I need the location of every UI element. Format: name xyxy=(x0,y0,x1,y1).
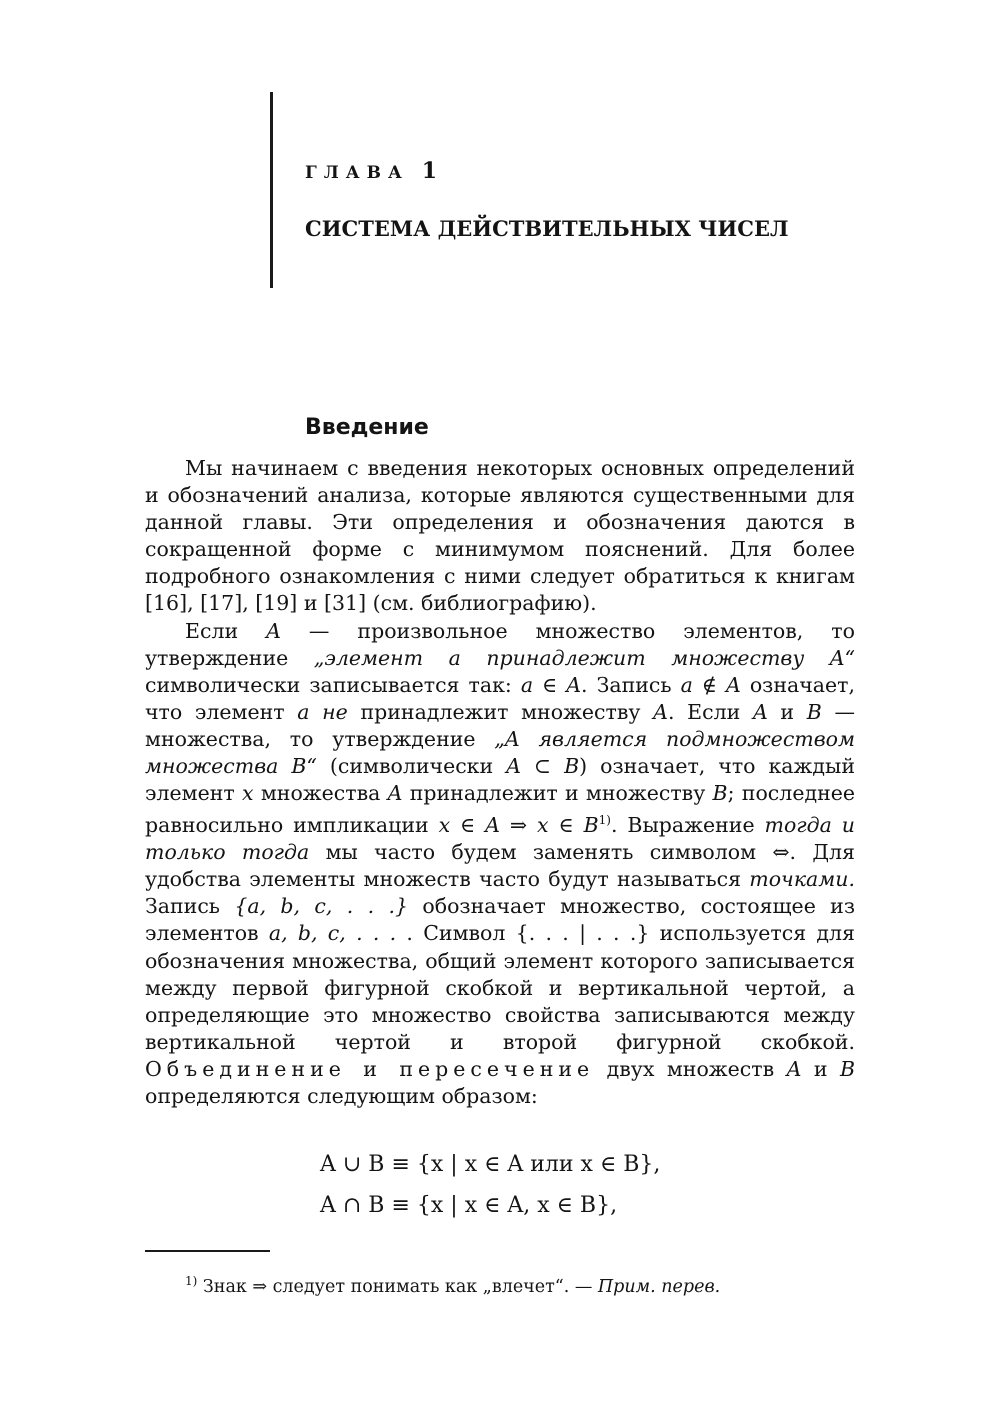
chapter-label-word: ГЛАВА xyxy=(305,163,409,183)
italic-phrase: тогда и только тогда xyxy=(145,813,855,865)
text-run: и xyxy=(767,699,807,724)
chapter-vertical-rule xyxy=(270,92,273,288)
text-run: Запись xyxy=(145,894,235,919)
math-symbol: A xyxy=(387,781,403,806)
italic-phrase: a не xyxy=(297,699,348,724)
math-symbol: A xyxy=(786,1056,802,1081)
chapter-label xyxy=(305,158,437,184)
text-run: — произвольное множество элементов, то утверждение xyxy=(145,618,855,670)
text-run: и xyxy=(801,1056,840,1081)
math-expression: a, b, c, . . . xyxy=(268,921,397,946)
math-symbol: x xyxy=(242,781,254,806)
text-run: принадлежит множеству xyxy=(347,699,654,724)
text-run: мы часто будем заменять символом ⇔. Для удобства элементы множеств часто будут называться xyxy=(145,840,855,892)
footnote-translator-note: Прим. перев. xyxy=(597,1276,721,1297)
italic-phrase: „элемент a принадлежит множеству A“ xyxy=(313,645,855,670)
chapter-number: 1 xyxy=(421,158,438,184)
footnote-mark: 1) xyxy=(185,1274,198,1288)
text-run: (символически xyxy=(316,754,507,779)
math-expression: A ⊂ B xyxy=(506,754,580,779)
text-run: ) означает, что каждый элемент xyxy=(145,754,855,806)
text-run: определяются следующим образом: xyxy=(145,1083,538,1108)
body-text xyxy=(145,455,855,1110)
footnote-rule xyxy=(145,1250,270,1252)
text-run: ; последнее равносильно импликации xyxy=(145,781,855,838)
math-expression: a ∉ A xyxy=(680,672,741,697)
section-title: Введение xyxy=(305,415,429,440)
footnote xyxy=(185,1274,720,1297)
math-expression: x ∈ A ⇒ x ∈ B xyxy=(438,813,599,838)
text-run: . Запись xyxy=(581,672,681,697)
math-expression: a ∈ A xyxy=(520,672,582,697)
text-run: — множества, то утверждение xyxy=(145,699,856,751)
chapter-title: СИСТЕМА ДЕЙСТВИТЕЛЬНЫХ ЧИСЕЛ xyxy=(305,216,789,241)
footnote-text: Знак ⇒ следует понимать как „влечет“. — xyxy=(197,1276,598,1297)
formula-intersection: A ∩ B ≡ {x | x ∈ A, x ∈ B}, xyxy=(320,1193,618,1218)
text-run: двух множеств xyxy=(594,1056,787,1081)
italic-phrase: точками. xyxy=(749,867,855,892)
text-run: означает, что элемент xyxy=(145,672,855,724)
text-run: множества xyxy=(253,781,388,806)
italic-phrase: „A является подмножеством множества B“ xyxy=(145,726,856,779)
footnote-reference: 1) xyxy=(598,813,611,828)
math-symbol: B xyxy=(806,699,822,724)
math-symbol: A xyxy=(653,699,668,724)
text-run: . Выражение xyxy=(610,813,765,838)
text-run: обозначает множество, состоящее из элементов xyxy=(145,894,856,946)
math-expression: {a, b, c, . . .} xyxy=(234,894,409,919)
math-symbol: B xyxy=(712,781,728,806)
paragraph-sets xyxy=(145,618,855,1111)
math-symbol: A xyxy=(266,618,281,643)
spaced-emphasis: Объединение и пересечение xyxy=(145,1056,595,1081)
text-run: . Символ {. . . | . . .} используется для обозначения множества, общий элемент которого записывается между первой фигурной скобкой и вертикальной чертой, а определяющие это множество свойства записываются между вертикальной чертой и второй фигурной скобкой. xyxy=(145,921,855,1054)
math-symbol: B xyxy=(839,1056,856,1081)
paragraph-intro: Мы начинаем с введения некоторых основных определений и обозначений анализа, которые являются существенными для данной главы. Эти определения и обозначения даются в сокращенной форме с минимумом пояснений. Для более подробного ознакомления с ними следует обратиться к книгам [16], [17], [19] и [31] (см. библиографию). xyxy=(145,456,855,616)
text-run: Если xyxy=(185,618,267,643)
text-run: принадлежит и множеству xyxy=(402,781,713,806)
math-symbol: A xyxy=(752,699,768,724)
text-run: символически записывается так: xyxy=(145,672,521,697)
formula-union: A ∪ B ≡ {x | x ∈ A или x ∈ B}, xyxy=(320,1152,661,1177)
text-run: . Если xyxy=(667,699,753,724)
